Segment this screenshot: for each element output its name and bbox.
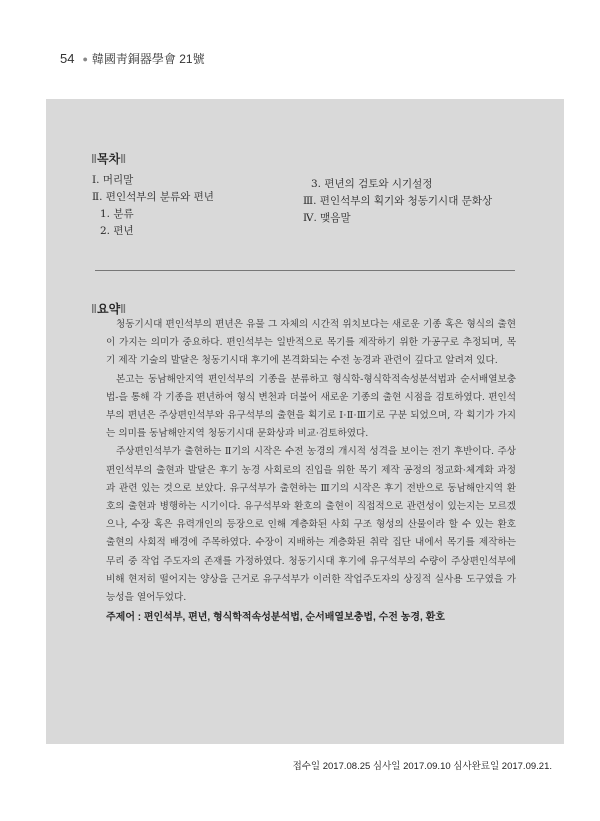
- toc-item: Ⅱ. 편인석부의 분류와 편년: [92, 191, 214, 203]
- abstract-heading: ‖요약‖: [91, 302, 127, 316]
- bullet-icon: ●: [82, 54, 88, 64]
- bar-marker-icon: ‖: [91, 152, 97, 166]
- toc-item: Ⅳ. 맺음말: [303, 212, 351, 224]
- abstract-paragraph: 주상편인석부가 출현하는 Ⅱ기의 시작은 수전 농경의 개시적 성격을 보이는 전기 후반이다. 주상편인석부의 출현과 발달은 후기 농경 사회로의 진입을 위한 목기 제작 공정의 정교화·체계화 과정과 관련 있는 것으로 보았다. 유구석부가 출현하는 Ⅲ기의 시작은 후기 전반으로 동남해안지역 환호의 출현과 병행하는 시기이다. 유구석부와 환호의 출현이 직접적으로 관련성이 있는지는 모르겠으나, 수장 혹은 유력개인의 등장으로 인해 계층화된 사회 구조 형성의 산물이라 할 수 있는 환호 출현의 사회적 배경에 주목하였다. 수장이 지배하는 계층화된 취락 집단 내에서 목기를 제작하는 무리 중 작업 주도자의 존재를 가정하였다. 청동기시대 후기에 유구석부의 수량이 주상편인석부에 비해 현저히 떨어지는 양상을 근거로 유구석부가 이러한 작업주도자의 상징적 실사용 도구였을 가능성을 열어두었다.: [106, 446, 516, 604]
- toc-left-column: [92, 172, 214, 240]
- toc-right-column: [303, 176, 492, 227]
- toc-heading: ‖목차‖: [91, 152, 127, 166]
- divider: [95, 270, 515, 271]
- toc-item: 2. 편년: [100, 225, 134, 237]
- abstract-paragraph: 본고는 동남해안지역 편인석부의 기종을 분류하고 형식학-형식학적속성분석법과 순서배열보충법-을 통해 각 기종을 편년하여 형식 변천과 더불어 새로운 기종의 출현 시점을 검토하였다. 편인석부의 편년은 주상편인석부와 유구석부의 출현을 획기로 Ⅰ·Ⅱ·Ⅲ기로 구분 되었으며, 각 획기가 가지는 의미를 동남해안지역 청동기시대 문화상과 비교·검토하였다.: [106, 373, 516, 440]
- toc-item: 1. 분류: [100, 208, 134, 220]
- bar-marker-icon: ‖: [91, 302, 97, 316]
- journal-title: 韓國靑銅器學會 21號: [91, 52, 205, 66]
- running-head: [60, 50, 205, 67]
- keywords: 주제어 : 편인석부, 편년, 형식학적속성분석법, 순서배열보충법, 수전 농경, 환호: [106, 612, 445, 623]
- toc-item: 3. 편년의 검토와 시기설정: [311, 178, 433, 190]
- page-number: 54: [60, 51, 75, 66]
- toc-item: Ⅰ. 머리말: [92, 174, 134, 186]
- bar-marker-icon: ‖: [120, 302, 127, 316]
- bar-marker-icon: ‖: [120, 152, 127, 166]
- toc-item: Ⅲ. 편인석부의 획기와 청동기시대 문화상: [303, 195, 493, 207]
- review-dates: 접수일 2017.08.25 심사일 2017.09.10 심사완료일 2017.09.21.: [292, 761, 552, 772]
- abstract-body: [106, 316, 516, 607]
- abstract-paragraph: 청동기시대 편인석부의 편년은 유물 그 자체의 시간적 위치보다는 새로운 기종 혹은 형식의 출현이 가지는 의미가 중요하다. 편인석부는 일반적으로 목기를 제작하기 위한 가공구로 추정되며, 목기 제작 기술의 발달은 청동기시대 후기에 본격화되는 수전 농경과 관련이 깊다고 알려져 있다.: [106, 319, 516, 367]
